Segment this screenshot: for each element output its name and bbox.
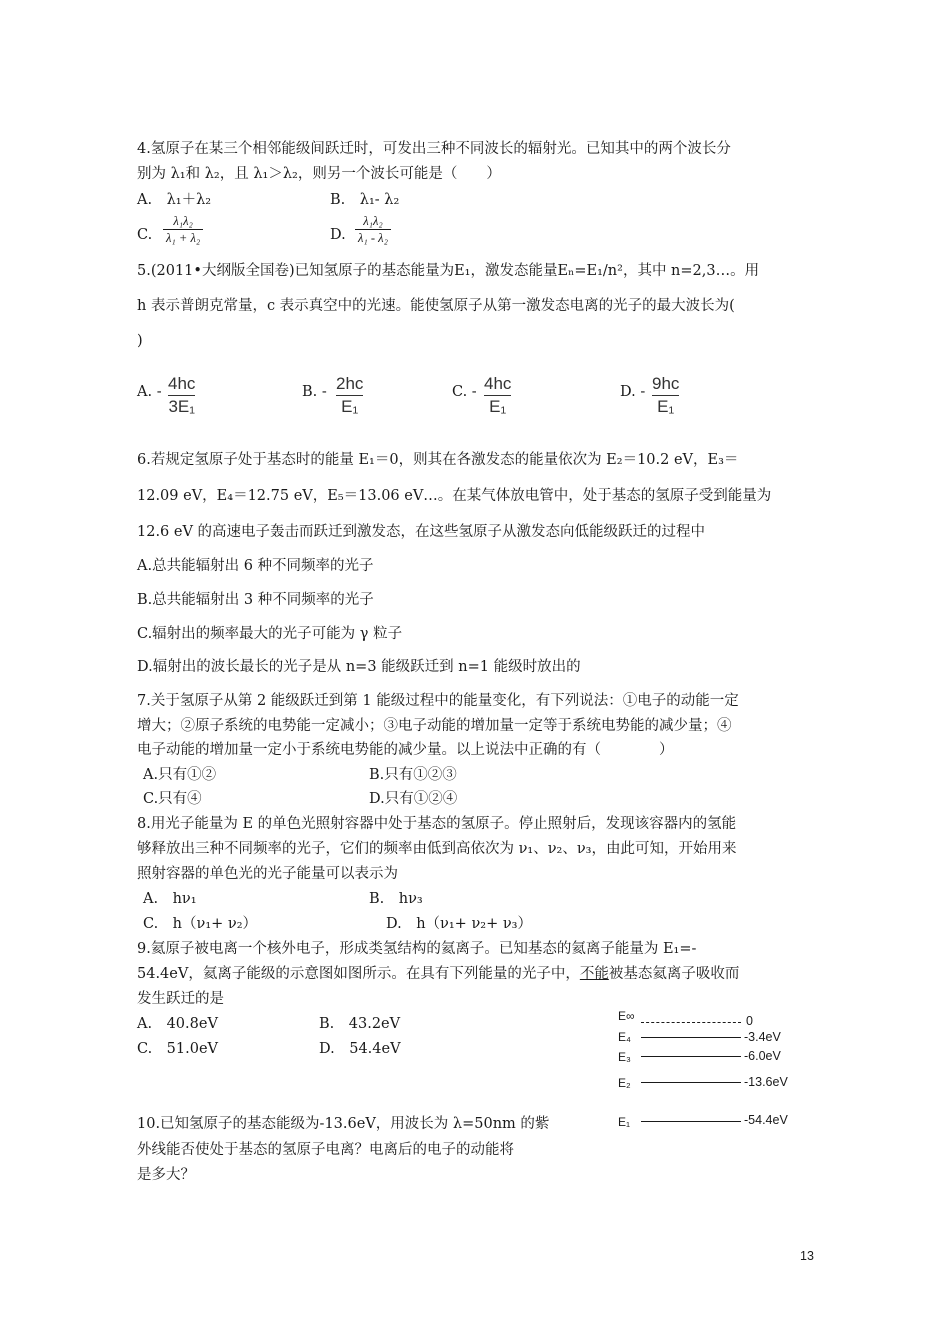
q4-option-c-fraction: [163, 214, 203, 245]
q9-stem-line3: 发生跃迁的是: [137, 991, 224, 1007]
fraction-denominator: λ₁ + λ₂: [166, 231, 201, 245]
q6-stem-line3: 12.6 eV 的高速电子轰击而跃迁到激发态，在这些氢原子从激发态向低能级跃迁的过程中: [137, 524, 706, 540]
fraction-numerator: 4hc: [168, 374, 196, 393]
fraction-denominator: 3E₁: [168, 397, 195, 416]
q6-stem-line1: 6.若规定氢原子处于基态时的能量 E₁＝0，则其在各激发态的能量依次为 E₂＝10.2 eV，E₃＝: [137, 452, 739, 468]
q4-stem-line1: 4.氢原子在某三个相邻能级间跃迁时，可发出三种不同波长的辐射光。已知其中的两个波长分: [137, 141, 731, 157]
q5-stem-line2: h 表示普朗克常量，c 表示真空中的光速。能使氢原子从第一激发态电离的光子的最大波长为(: [137, 298, 735, 314]
level-label-e3: E₃: [618, 1050, 631, 1064]
fraction-denominator: E₁: [657, 397, 675, 416]
q4-option-d-label: D.: [330, 227, 346, 243]
q5-option-a-fraction: [168, 374, 195, 417]
level-label-e-infinity: E∞: [618, 1009, 635, 1023]
q8-option-c: C. h（ν₁+ ν₂）: [143, 916, 258, 932]
q9-option-b: B. 43.2eV: [319, 1016, 401, 1032]
q4-option-d-fraction: [355, 214, 391, 245]
q4-option-c-label: C.: [137, 227, 153, 243]
q9-stem-line2-post: 被基态氦离子吸收而: [608, 966, 740, 982]
q5-option-d-label: D. -: [620, 384, 646, 400]
q4-option-a: A. λ₁＋λ₂: [137, 192, 212, 208]
q5-stem-line3: ): [137, 333, 143, 349]
q10-stem-line2: 外线能否使处于基态的氢原子电离？电离后的电子的动能将: [137, 1142, 514, 1158]
fraction-denominator: λ₁ - λ₂: [358, 231, 388, 245]
page-number: 13: [800, 1249, 814, 1263]
q8-stem-line2: 够释放出三种不同频率的光子，它们的频率由低到高依次为 ν₁、ν₂、ν₃，由此可知，开始用来: [137, 841, 737, 857]
fraction-numerator: 2hc: [336, 374, 364, 393]
q10-stem-line1: 10.已知氢原子的基态能级为-13.6eV，用波长为 λ=50nm 的紫: [137, 1116, 550, 1132]
q6-option-c: C.辐射出的频率最大的光子可能为 γ 粒子: [137, 626, 403, 642]
q5-option-d-fraction: [652, 374, 679, 417]
q10-stem-line3: 是多大？: [137, 1167, 195, 1183]
q7-option-c: C.只有④: [143, 791, 202, 807]
q5-option-a-label: A. -: [137, 384, 162, 400]
q8-stem-line1: 8.用光子能量为 E 的单色光照射容器中处于基态的氢原子。停止照射后，发现该容器内的氢能: [137, 816, 737, 832]
fraction-numerator: 9hc: [652, 374, 680, 393]
level-label-e4: E₄: [618, 1030, 631, 1044]
level-line-e1: [641, 1121, 741, 1122]
level-value-e-infinity: 0: [746, 1014, 753, 1028]
fraction-numerator: 4hc: [484, 374, 512, 393]
q9-option-a: A. 40.8eV: [137, 1016, 218, 1032]
q7-option-a: A.只有①②: [143, 767, 217, 783]
q9-stem-line1: 9.氦原子被电离一个核外电子，形成类氢结构的氦离子。已知基态的氦离子能量为 E₁=-: [137, 941, 697, 957]
q5-option-b-label: B. -: [302, 384, 327, 400]
fraction-bar: [652, 395, 679, 396]
fraction-bar: [484, 395, 511, 396]
q9-option-c: C. 51.0eV: [137, 1041, 219, 1057]
q7-option-b: B.只有①②③: [369, 767, 457, 783]
level-label-e1: E₁: [618, 1115, 631, 1129]
level-value-e1: -54.4eV: [744, 1113, 788, 1127]
level-line-e4: [641, 1037, 741, 1038]
q6-option-b: B.总共能辐射出 3 种不同频率的光子: [137, 592, 374, 608]
q7-stem-line3: 电子动能的增加量一定小于系统电势能的减少量。以上说法中正确的有（ ）: [137, 742, 674, 758]
level-value-e2: -13.6eV: [744, 1075, 788, 1089]
q7-option-d: D.只有①②④: [369, 791, 458, 807]
fraction-numerator: λ₁λ₂: [363, 214, 383, 228]
q9-stem-line2-pre: 54.4eV，氦离子能级的示意图如图所示。在具有下列能量的光子中，: [137, 966, 580, 982]
q5-option-b-fraction: [336, 374, 363, 417]
q8-option-d: D. h（ν₁+ ν₂+ ν₃）: [386, 916, 532, 932]
level-value-e3: -6.0eV: [744, 1049, 781, 1063]
level-line-e-infinity: [641, 1022, 741, 1023]
q5-stem-line1: 5.(2011•大纲版全国卷)已知氢原子的基态能量为E₁，激发态能量Eₙ=E₁/n²，其中 n=2,3…。用: [137, 263, 760, 279]
q8-option-b: B. hν₃: [369, 891, 423, 907]
q9-option-d: D. 54.4eV: [319, 1041, 401, 1057]
q6-option-a: A.总共能辐射出 6 种不同频率的光子: [137, 558, 374, 574]
level-value-e4: -3.4eV: [744, 1030, 781, 1044]
q7-stem-line2: 增大；②原子系统的电势能一定减小；③电子动能的增加量一定等于系统电势能的减少量；④: [137, 718, 732, 734]
q5-option-c-fraction: [484, 374, 511, 417]
level-label-e2: E₂: [618, 1076, 631, 1090]
fraction-numerator: λ₁λ₂: [173, 214, 193, 228]
q6-stem-line2: 12.09 eV，E₄＝12.75 eV，E₅＝13.06 eV…。在某气体放电管中，处于基态的氢原子受到能量为: [137, 488, 772, 504]
q9-underlined-not: 不能: [579, 966, 609, 982]
q6-option-d: D.辐射出的波长最长的光子是从 n=3 能级跃迁到 n=1 能级时放出的: [137, 659, 581, 675]
q8-option-a: A. hν₁: [143, 891, 197, 907]
q9-stem-line2: [137, 964, 739, 984]
q8-stem-line3: 照射容器的单色光的光子能量可以表示为: [137, 866, 398, 882]
fraction-denominator: E₁: [341, 397, 359, 416]
fraction-bar: [168, 395, 195, 396]
q4-option-b: B. λ₁- λ₂: [330, 192, 400, 208]
q5-option-c-label: C. -: [452, 384, 477, 400]
q7-stem-line1: 7.关于氢原子从第 2 能级跃迁到第 1 能级过程中的能量变化，有下列说法：①电子的动能一定: [137, 693, 739, 709]
level-line-e2: [641, 1082, 741, 1083]
level-line-e3: [641, 1056, 741, 1057]
q4-stem-line2: 别为 λ₁和 λ₂，且 λ₁＞λ₂，则另一个波长可能是（ ）: [137, 166, 501, 182]
fraction-bar: [336, 395, 363, 396]
fraction-denominator: E₁: [489, 397, 507, 416]
